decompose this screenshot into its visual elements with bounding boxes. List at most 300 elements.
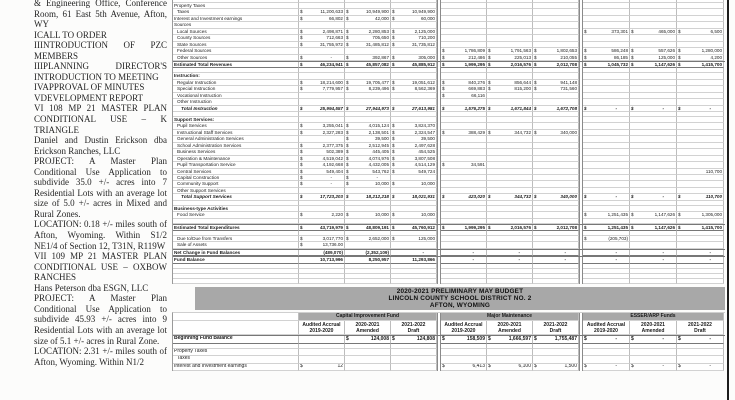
amount: 4,074,976 [368, 155, 389, 161]
column-header [441, 321, 487, 335]
row-label: Instruction: [173, 73, 299, 79]
dollar-sign: $ [488, 363, 491, 370]
dollar-sign: $ [300, 28, 303, 34]
fund-group-title: Major Maintenance [441, 313, 579, 321]
column-header-line2: Draft [549, 327, 562, 334]
amount: 3,017,770 [322, 236, 343, 242]
amount: 124,808 [416, 336, 435, 342]
dollar-sign: $ [300, 123, 303, 129]
table-cell [345, 55, 391, 61]
amount: - [662, 363, 664, 370]
amount: 25,994,557 [320, 105, 343, 111]
column-header-line2: Amended [356, 327, 379, 334]
amount: 1,147,626 [654, 61, 675, 67]
amount: 10,000 [374, 212, 389, 218]
notice-paragraph: VII 109 MP 21 MASTER PLAN CONDITIONAL USE – OXBOW RANCHES [34, 251, 167, 283]
dollar-sign: $ [300, 162, 303, 168]
amount: - [330, 174, 332, 180]
dollar-sign: $ [346, 35, 349, 41]
notice-paragraph: Daniel and Dustin Erickson dba Erickson Ranches, LLC [34, 135, 167, 156]
amount: 549,724 [418, 168, 435, 174]
dollar-sign: $ [392, 236, 395, 242]
column-header-line2: 2019-2020 [594, 327, 618, 334]
table-cell [441, 279, 487, 284]
amount: 18,021,931 [412, 194, 435, 200]
row-label: Total Support Services [173, 194, 299, 200]
dollar-sign: $ [488, 224, 491, 230]
row-label: General Administration Services [173, 136, 299, 142]
amount: 4,200 [710, 54, 722, 60]
budget-title-line1: 2020-2021 PRELIMINARY MAY BUDGET [396, 287, 524, 295]
amount: 212,486 [468, 54, 485, 60]
amount: - [709, 105, 711, 111]
amount: 340,000 [560, 194, 577, 200]
dollar-sign: $ [346, 155, 349, 161]
legal-notice-text-column [34, 0, 167, 367]
row-label: School Administration Services [173, 143, 299, 149]
dollar-sign: $ [392, 9, 395, 15]
dollar-sign: $ [534, 194, 537, 200]
table-cell [441, 242, 487, 248]
table-cell [441, 356, 487, 363]
dollar-sign: $ [584, 105, 587, 111]
amount: 1,999,295 [464, 224, 485, 230]
row-label: Taxes [173, 9, 299, 15]
table-cell [677, 250, 724, 256]
column-header-line2: Draft [694, 327, 706, 334]
amount: 1,666,597 [508, 336, 531, 342]
dollar-sign: $ [300, 79, 303, 85]
dollar-sign: $ [346, 105, 349, 111]
column-header-line1: 2020-2021 [355, 321, 380, 328]
amount: 210,055 [560, 54, 577, 60]
notice-paragraph: ICALL TO ORDER [34, 29, 107, 40]
dollar-sign: $ [392, 168, 395, 174]
row-label: Regular Instruction [173, 80, 299, 86]
amount: 42,000 [374, 15, 389, 21]
column-header-line1: 2021-2022 [543, 321, 568, 328]
amount: 12 [337, 363, 343, 370]
budget-title-line3: AFTON, WYOMING [429, 302, 491, 310]
row-label: Interest and Investment earnings [173, 16, 299, 22]
dollar-sign: $ [488, 54, 491, 60]
amount: 2,497,628 [414, 142, 435, 148]
amount: 8,239,496 [368, 86, 389, 92]
dollar-sign: $ [488, 194, 491, 200]
row-label: Net Change in Fund Balances [173, 250, 299, 256]
amount: - [472, 249, 474, 255]
table-cell [391, 364, 437, 371]
table-cell [487, 279, 533, 284]
table-cell [533, 250, 579, 256]
amount: 3,824,370 [414, 123, 435, 129]
amount: 1,251,435 [607, 224, 628, 230]
table-cell [677, 219, 724, 224]
dollar-sign: $ [300, 155, 303, 161]
row-label: Instructional Staff Services [173, 130, 299, 136]
dollar-sign: $ [392, 129, 395, 135]
amount: 18,212,218 [366, 194, 389, 200]
dollar-sign: $ [300, 35, 303, 41]
amount: 856,644 [514, 79, 531, 85]
dollar-sign: $ [534, 61, 537, 67]
amount: 11,293,866 [412, 257, 435, 263]
dollar-sign: $ [584, 54, 587, 60]
amount: 10,000 [420, 212, 435, 218]
dollar-sign: $ [300, 105, 303, 111]
amount: 1,791,563 [510, 48, 531, 54]
row-label: Business Services [173, 149, 299, 155]
dollar-sign: $ [678, 48, 681, 54]
column-header-line1: Audited Accrual [302, 321, 341, 328]
dollar-sign: $ [488, 48, 491, 54]
dollar-sign: $ [534, 363, 537, 370]
amount: 2,377,375 [322, 142, 343, 148]
amount: 66,116 [471, 92, 485, 98]
notice-paragraph: IIIPLANNING DIRECTOR'S INTRODUCTION TO MEETING [34, 61, 167, 82]
amount: 39,500 [374, 136, 389, 142]
amount: 6,413 [472, 363, 485, 370]
dollar-sign: $ [392, 149, 395, 155]
dollar-sign: $ [584, 48, 587, 54]
amount: - [615, 194, 617, 200]
row-label: Local Sources [173, 29, 299, 35]
dollar-sign: $ [534, 79, 537, 85]
dollar-sign: $ [584, 363, 587, 370]
dollar-sign: $ [442, 105, 445, 111]
dollar-sign: $ [346, 224, 349, 230]
dollar-sign: $ [392, 35, 395, 41]
notice-paragraph: PROJECT: A Master Plan Conditional Use Application to subdivide 35.0 +/- acres into 7 Residential Lots with an average lot size of 5.0 +/- acres in Mixed and Rural Zones. [34, 156, 167, 219]
table-cell [391, 349, 437, 356]
amount: 19,051,612 [412, 79, 435, 85]
table-row [173, 256, 725, 263]
table-cell [391, 356, 437, 363]
dollar-sign: $ [392, 194, 395, 200]
table-cell [583, 279, 630, 284]
dollar-sign: $ [346, 149, 349, 155]
dollar-sign: $ [392, 41, 395, 47]
amount: 158,509 [466, 336, 485, 342]
amount: 344,732 [514, 194, 531, 200]
table-cell [441, 55, 487, 61]
budget-title-band [195, 287, 725, 311]
dollar-sign: $ [346, 168, 349, 174]
amount: 423,020 [468, 194, 485, 200]
notice-paragraph: IVAPPROVAL OF MINUTES [34, 82, 145, 93]
amount: 10,949,900 [412, 9, 435, 15]
dollar-sign: $ [392, 224, 395, 230]
dollar-sign: $ [300, 9, 303, 15]
table-cell [583, 336, 630, 343]
amount: 110,700 [705, 194, 722, 200]
dollar-sign: $ [442, 336, 445, 342]
amount: 840,276 [468, 79, 485, 85]
table-row [173, 356, 725, 363]
amount: - [472, 257, 474, 263]
amount: - [518, 249, 520, 255]
dollar-sign: $ [678, 61, 681, 67]
amount: 2,280,853 [368, 28, 389, 34]
amount: 18,214,600 [320, 79, 343, 85]
table-cell [630, 250, 677, 256]
row-label: Beginning Fund Balance [173, 336, 299, 343]
dollar-sign: $ [392, 105, 395, 111]
dollar-sign: $ [631, 224, 634, 230]
row-label: Central Services [173, 169, 299, 175]
fund-group-header-row [173, 313, 725, 321]
row-label: Support Services: [173, 117, 299, 123]
amount: 731,560 [560, 86, 577, 92]
amount: 2,016,576 [510, 224, 531, 230]
amount: 1,802,653 [556, 48, 577, 54]
table-cell [630, 242, 677, 248]
dollar-sign: $ [442, 224, 445, 230]
row-label [173, 313, 299, 321]
table-cell [487, 55, 533, 61]
dollar-sign: $ [631, 54, 634, 60]
table-cell [487, 242, 533, 248]
amount: 2,125,000 [414, 28, 435, 34]
table-cell [677, 55, 724, 61]
row-label: Vocational Instruction [173, 93, 299, 99]
dollar-sign: $ [488, 79, 491, 85]
amount: 344,732 [514, 129, 531, 135]
amount: 1,305,000 [701, 212, 722, 218]
dollar-sign: $ [392, 162, 395, 168]
table-cell [487, 250, 533, 256]
dollar-sign: $ [534, 224, 537, 230]
table-cell [677, 279, 724, 284]
amount: 31,755,972 [320, 41, 343, 47]
amount: 45,885,912 [412, 61, 435, 67]
table-cell [391, 242, 437, 248]
table-cell [583, 219, 630, 224]
dollar-sign: $ [631, 61, 634, 67]
amount: - [422, 249, 424, 255]
table-row [173, 55, 725, 61]
amount: 43,719,979 [320, 224, 343, 230]
amount: - [615, 105, 617, 111]
amount: 48,809,191 [366, 224, 389, 230]
amount: 39,500 [420, 136, 435, 142]
amount: 1,280,000 [701, 48, 722, 54]
amount: 4,015,124 [368, 123, 389, 129]
amount: 454,525 [418, 149, 435, 155]
dollar-sign: $ [584, 194, 587, 200]
amount: 710,200 [418, 35, 435, 41]
column-header-line1: 2021-2022 [688, 321, 712, 328]
row-label: Pupil Transportation Service [173, 162, 299, 168]
amount: 19,705,477 [366, 79, 389, 85]
amount: - [662, 249, 664, 255]
amount: - [564, 249, 566, 255]
dollar-sign: $ [346, 142, 349, 148]
amount: - [615, 336, 617, 342]
dollar-sign: $ [442, 162, 445, 168]
amount: 4,514,129 [414, 162, 435, 168]
row-label: Property Taxes [173, 3, 299, 9]
dollar-sign: $ [346, 61, 349, 67]
table-cell [677, 336, 724, 343]
table-cell [345, 336, 391, 343]
row-label: Business-type Activities [173, 206, 299, 212]
table-row [173, 335, 725, 343]
dollar-sign: $ [534, 54, 537, 60]
table-cell [630, 356, 677, 363]
dollar-sign: $ [534, 48, 537, 54]
amount: - [330, 54, 332, 60]
column-header [391, 321, 437, 335]
dollar-sign: $ [346, 79, 349, 85]
amount: 465,000 [658, 28, 675, 34]
dollar-sign: $ [300, 86, 303, 92]
table-cell [345, 349, 391, 356]
dollar-sign: $ [346, 15, 349, 21]
dollar-sign: $ [300, 181, 303, 187]
amount: - [662, 105, 664, 111]
table-cell [391, 250, 437, 256]
row-label [173, 279, 299, 284]
table-cell [487, 336, 533, 343]
table-cell [391, 55, 437, 61]
dollar-sign: $ [678, 194, 681, 200]
row-label: Sale of Assets [173, 242, 299, 248]
dollar-sign: $ [346, 54, 349, 60]
amount: 6,500 [710, 28, 722, 34]
amount: 11,200,633 [320, 9, 343, 15]
column-header [299, 321, 345, 335]
table-cell [299, 55, 345, 61]
table-cell [487, 364, 533, 371]
dollar-sign: $ [346, 236, 349, 242]
column-header [345, 321, 391, 335]
dollar-sign: $ [584, 336, 587, 342]
dollar-sign: $ [534, 105, 537, 111]
dollar-sign: $ [678, 363, 681, 370]
notice-paragraph: VI 108 MP 21 MASTER PLAN CONDITIONAL USE – K TRIANGLE [34, 103, 167, 135]
amount: 34,591 [470, 162, 485, 168]
budget-table-lower [172, 312, 725, 371]
amount: 1,786,809 [464, 48, 485, 54]
dollar-sign: $ [442, 194, 445, 200]
table-cell [630, 336, 677, 343]
dollar-sign: $ [346, 129, 349, 135]
amount: - [662, 257, 664, 263]
table-cell [299, 356, 345, 363]
table-cell [299, 349, 345, 356]
dollar-sign: $ [392, 136, 395, 142]
table-cell [630, 364, 677, 371]
amount: 45,760,912 [412, 224, 435, 230]
row-label: Estimated Total Expenditures [173, 225, 299, 231]
table-cell [533, 55, 579, 61]
dollar-sign: $ [346, 123, 349, 129]
row-label: Estimated Total Revenues [173, 62, 299, 68]
notice-paragraph: Hans Peterson dba ESGN, LLC [34, 282, 149, 293]
column-header-line1: 2020-2021 [641, 321, 665, 328]
dollar-sign: $ [442, 61, 445, 67]
amount: 2,324,547 [414, 129, 435, 135]
amount: 557,626 [658, 48, 675, 54]
amount: 388,429 [468, 129, 485, 135]
table-cell [441, 364, 487, 371]
amount: 46,234,941 [320, 61, 343, 67]
column-header-line1: Audited Accrual [586, 321, 626, 328]
dollar-sign: $ [584, 61, 587, 67]
amount: 2,012,708 [556, 224, 577, 230]
fund-group-title: ESSER/ARP Funds [583, 313, 724, 321]
table-cell [583, 250, 630, 256]
dollar-sign: $ [442, 92, 445, 98]
amount: (489,070) [323, 249, 343, 255]
amount: 4,432,005 [368, 162, 389, 168]
amount: 1,251,435 [607, 212, 628, 218]
amount: 815,200 [514, 86, 531, 92]
amount: 10,000 [374, 181, 389, 187]
table-cell [533, 364, 579, 371]
dollar-sign: $ [346, 336, 349, 342]
dollar-sign: $ [392, 181, 395, 187]
dollar-sign: $ [392, 86, 395, 92]
table-cell [441, 336, 487, 343]
column-header-line2: Amended [498, 327, 521, 334]
table-cell [441, 349, 487, 356]
amount: 10,949,900 [366, 9, 389, 15]
column-header [630, 321, 677, 335]
amount: - [662, 194, 664, 200]
row-label: Due to/Due from Transfers [173, 236, 299, 242]
column-header [677, 321, 724, 335]
dollar-sign: $ [442, 86, 445, 92]
table-cell [441, 219, 487, 224]
column-header-line1: 2021-2022 [401, 321, 426, 328]
row-label [173, 321, 299, 335]
row-label: Federal Sources [173, 48, 299, 54]
dollar-sign: $ [488, 86, 491, 92]
column-header-line2: Amended [641, 327, 665, 334]
table-cell [345, 250, 391, 256]
amount: 225,013 [514, 54, 531, 60]
notice-paragraph: LOCATION: 0.18 +/- miles south of Afton, Wyoming. Within S1/2 NE1/4 of Section 12, T31N, R119W [34, 219, 167, 251]
table-cell [345, 242, 391, 248]
amount: 373,301 [611, 28, 628, 34]
amount: 1,147,626 [654, 224, 675, 230]
table-cell [345, 356, 391, 363]
amount: 1,755,487 [554, 336, 577, 342]
row-label: Interest and Investment earnings [173, 364, 299, 371]
table-row [173, 349, 725, 356]
amount: 45,857,082 [366, 61, 389, 67]
amount: - [709, 249, 711, 255]
amount: 3,807,508 [414, 155, 435, 161]
dollar-sign: $ [534, 129, 537, 135]
table-cell [345, 279, 391, 284]
amount: - [615, 257, 617, 263]
dollar-sign: $ [442, 79, 445, 85]
budget-title-line2: LINCOLN COUNTY SCHOOL DISTRICT NO. 2 [388, 294, 532, 302]
dollar-sign: $ [534, 86, 537, 92]
amount: 705,650 [372, 35, 389, 41]
amount: 1,415,700 [701, 224, 722, 230]
budget-table-upper [172, 0, 725, 284]
column-header-line2: 2019-2020 [451, 327, 476, 334]
dollar-sign: $ [346, 136, 349, 142]
amount: 305,000 [418, 54, 435, 60]
dollar-sign: $ [300, 168, 303, 174]
dollar-sign: $ [584, 28, 587, 34]
table-row [173, 242, 725, 248]
